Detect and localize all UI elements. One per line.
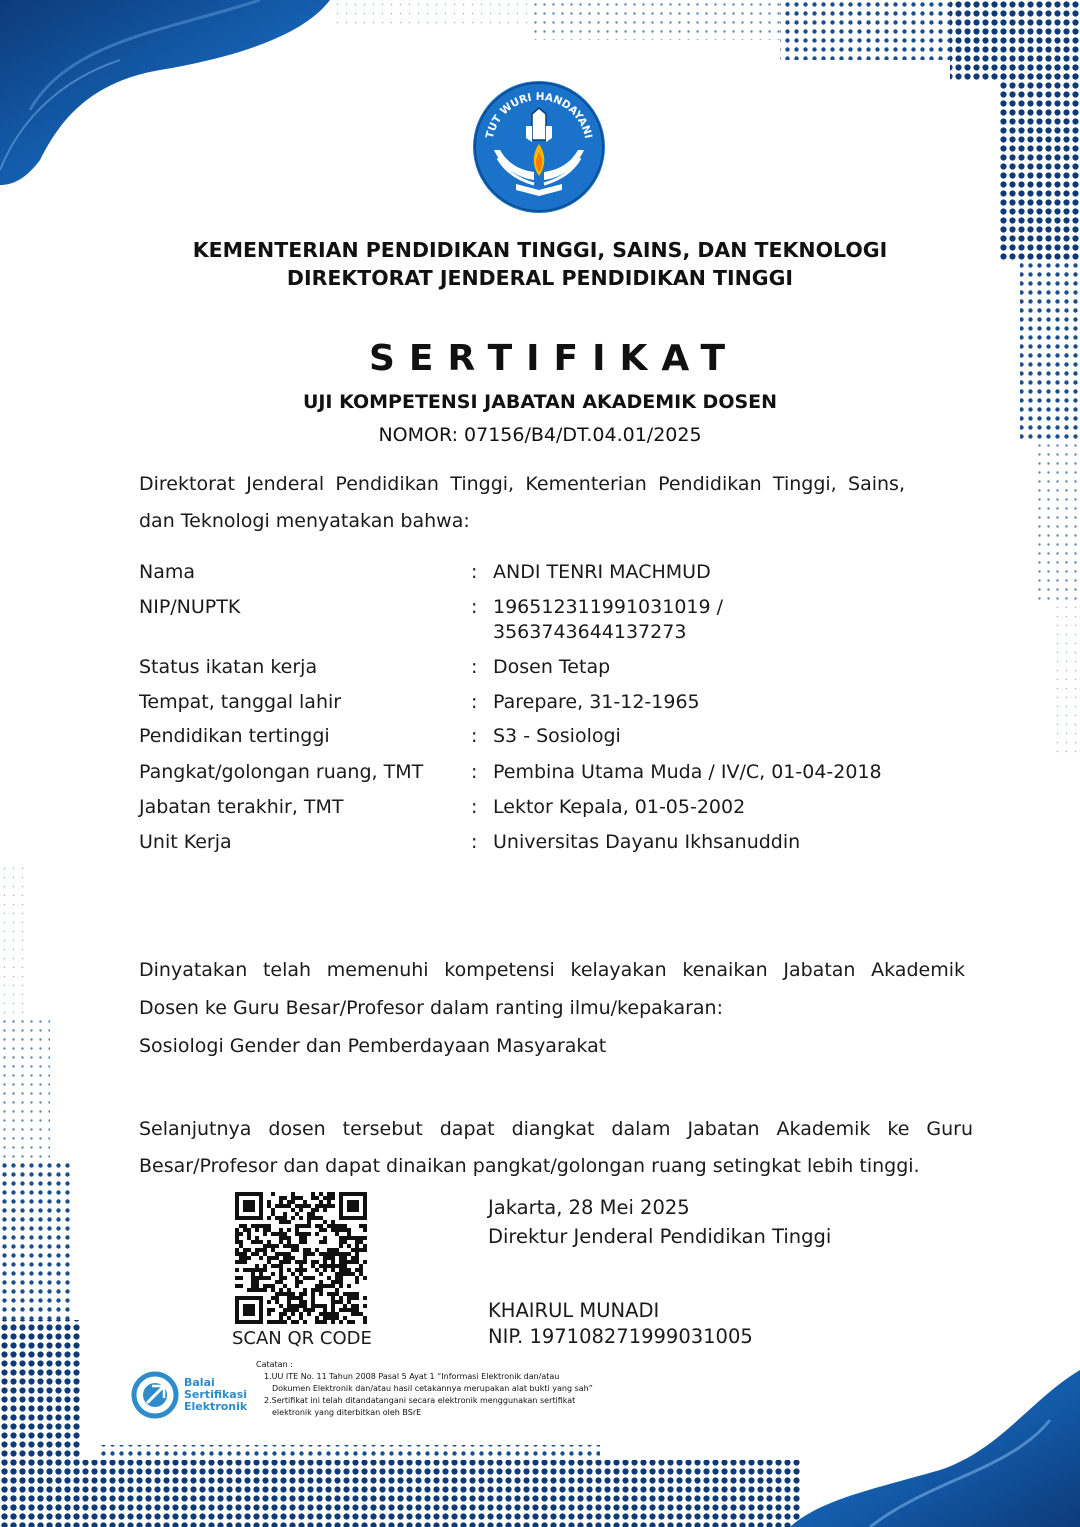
note-2-line-1: 2.Sertifikat ini telah ditandatangani secara elektronik menggunakan sertifikat <box>264 1396 576 1405</box>
field-separator: : <box>471 725 478 747</box>
field-value-unit: Universitas Dayanu Ikhsanuddin <box>493 831 801 853</box>
dots-left-light <box>0 1020 50 1160</box>
field-value-nip-line1: 196512311991031019 / <box>493 596 724 618</box>
qr-caption: SCAN QR CODE <box>232 1328 372 1349</box>
field-separator: : <box>471 691 478 713</box>
dots-bottom-mid <box>100 1445 600 1460</box>
signer-nip: NIP. 197108271999031005 <box>488 1325 753 1348</box>
bsre-line-2: Sertifikasi <box>184 1388 248 1401</box>
dots-top-light <box>530 0 780 40</box>
note-2-line-2: elektronik yang diterbitkan oleh BSrE <box>272 1408 422 1417</box>
dots-right-dense <box>1000 60 1080 260</box>
note-1-line-2: Dokumen Elektronik dan/atau hasil cetakannya merupakan alat bukti yang sah” <box>272 1384 593 1393</box>
bsre-logo-text <box>184 1377 247 1413</box>
intro-paragraph: Direktorat Jenderal Pendidikan Tinggi, Kementerian Pendidikan Tinggi, Sains, dan Teknologi menyatakan bahwa: <box>139 473 905 532</box>
certificate-number: NOMOR: 07156/B4/DT.04.01/2025 <box>378 424 702 446</box>
dots-bottom-dense <box>0 1460 800 1527</box>
followup-line-2: Besar/Profesor dan dapat dinaikan pangkat/golongan ruang setingkat lebih tinggi. <box>139 1155 920 1177</box>
field-value-education: S3 - Sosiologi <box>493 725 621 747</box>
field-separator: : <box>471 656 478 678</box>
field-label-unit: Unit Kerja <box>139 831 232 853</box>
field-label-nama: Nama <box>139 561 196 583</box>
note-1-line-1: 1.UU ITE No. 11 Tahun 2008 Pasal 5 Ayat 1 “Informasi Elektronik dan/atau <box>264 1372 560 1381</box>
field-value-birth: Parepare, 31-12-1965 <box>493 691 700 713</box>
field-label-nip: NIP/NUPTK <box>139 596 241 618</box>
bsre-line-1: Balai <box>184 1376 215 1389</box>
signature-position: Direktur Jenderal Pendidikan Tinggi <box>488 1225 832 1248</box>
certificate-subtitle: UJI KOMPETENSI JABATAN AKADEMIK DOSEN <box>302 391 778 413</box>
field-separator: : <box>471 561 478 583</box>
dots-top-faint <box>330 0 530 30</box>
followup-paragraph <box>139 1111 973 1185</box>
followup-line-1: Selanjutnya dosen tersebut dapat diangkat dalam Jabatan Akademik ke Guru <box>139 1118 973 1140</box>
tut-wuri-handayani-logo <box>472 80 606 214</box>
notes-block <box>256 1359 593 1419</box>
statement-line-1: Dinyatakan telah memenuhi kompetensi kelayakan kenaikan Jabatan Akademik <box>139 959 965 981</box>
field-value-status: Dosen Tetap <box>493 656 611 678</box>
field-label-birth: Tempat, tanggal lahir <box>139 691 342 713</box>
certificate-title: SERTIFIKAT <box>368 338 740 379</box>
bsre-line-3: Elektronik <box>184 1400 248 1413</box>
field-value-nama: ANDI TENRI MACHMUD <box>493 561 711 583</box>
ministry-header <box>0 236 1080 292</box>
field-separator: : <box>471 796 478 818</box>
signature-date: Jakarta, 28 Mei 2025 <box>488 1196 690 1219</box>
expertise-field: Sosiologi Gender dan Pemberdayaan Masyarakat <box>139 1035 607 1057</box>
wave-bottom-right <box>790 1370 1080 1527</box>
field-value-rank: Pembina Utama Muda / IV/C, 01-04-2018 <box>493 761 882 783</box>
field-label-status: Status ikatan kerja <box>139 656 318 678</box>
field-separator: : <box>471 761 478 783</box>
field-separator: : <box>471 596 478 618</box>
notes-heading: Catatan : <box>256 1360 293 1369</box>
field-value-nuptk-line2: 3563743644137273 <box>493 621 687 643</box>
statement-line-2: Dosen ke Guru Besar/Profesor dalam ranting ilmu/kepakaran: <box>139 997 723 1019</box>
qr-code[interactable] <box>235 1192 367 1324</box>
field-value-nip <box>493 595 923 645</box>
field-label-position: Jabatan terakhir, TMT <box>139 796 344 818</box>
bsre-logo-icon <box>130 1370 180 1420</box>
field-label-education: Pendidikan tertinggi <box>139 725 330 747</box>
dots-left-faint <box>0 860 30 1020</box>
dots-right-light <box>1035 440 1080 600</box>
svg-text:TUT WURI HANDAYANI: TUT WURI HANDAYANI <box>483 90 595 140</box>
dots-left-mid <box>0 1160 70 1320</box>
field-separator: : <box>471 831 478 853</box>
dots-right-faint <box>1050 600 1080 760</box>
field-label-rank: Pangkat/golongan ruang, TMT <box>139 761 424 783</box>
field-value-position: Lektor Kepala, 01-05-2002 <box>493 796 746 818</box>
directorate-name: DIREKTORAT JENDERAL PENDIDIKAN TINGGI <box>286 266 794 290</box>
ministry-name: KEMENTERIAN PENDIDIKAN TINGGI, SAINS, DAN TEKNOLOGI <box>192 238 888 262</box>
signer-name: KHAIRUL MUNADI <box>488 1299 660 1322</box>
statement-paragraph <box>139 951 965 1065</box>
